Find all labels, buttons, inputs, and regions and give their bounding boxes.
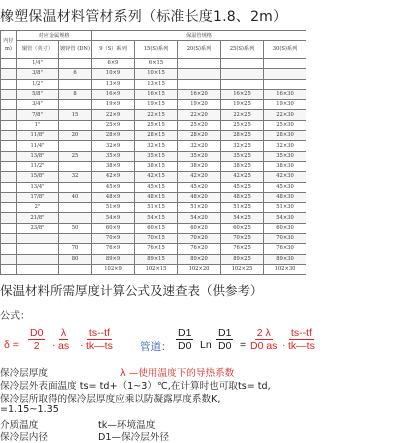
table-cell xyxy=(1,79,17,89)
table-cell: 17/8" xyxy=(17,192,59,202)
table-cell: 19×30 xyxy=(264,100,306,110)
frac-ts-tk-2 xyxy=(288,327,315,352)
frac-2lambda xyxy=(250,327,277,352)
table-cell xyxy=(1,59,17,69)
table-row xyxy=(1,89,307,99)
table-cell: 45×25 xyxy=(221,182,264,192)
table-cell: 5/8" xyxy=(17,89,59,99)
note-thickness: 保冷层厚度 xyxy=(0,368,48,379)
table-cell xyxy=(59,141,92,151)
table-cell: 45×20 xyxy=(178,182,221,192)
frac-den: 2 xyxy=(33,340,40,352)
frac-num: D1 xyxy=(178,327,192,339)
table-cell: 80 xyxy=(59,254,92,264)
frac-num: ts--tf xyxy=(88,327,110,339)
table-cell: 6 xyxy=(59,69,92,79)
table-cell: 3/4" xyxy=(17,100,59,110)
table-row xyxy=(1,69,307,79)
table-cell: 89×25 xyxy=(221,254,264,264)
table-cell: 28×20 xyxy=(178,131,221,141)
table-cell: 8 xyxy=(59,89,92,99)
table-cell: 22×30 xyxy=(264,110,306,120)
table-cell: 35×30 xyxy=(264,151,306,161)
table-cell xyxy=(1,254,17,264)
table-cell xyxy=(59,79,92,89)
col-inner-diameter: 内径 m) xyxy=(1,31,17,59)
table-row xyxy=(1,141,307,151)
table-cell: 16×20 xyxy=(178,89,221,99)
table-cell xyxy=(1,244,17,254)
table-cell: 1/2" xyxy=(17,79,59,89)
table-cell xyxy=(1,161,17,171)
table-cell: 15/8" xyxy=(17,172,59,182)
table-cell xyxy=(221,79,264,89)
note-line-4: =1.15~1.35 xyxy=(0,404,59,415)
note-ambient-temp: tk—环境温度 xyxy=(98,420,156,431)
table-cell xyxy=(264,79,306,89)
frac-lambda-as xyxy=(58,327,69,352)
table-cell: 13/8" xyxy=(17,151,59,161)
table-cell: 7/8" xyxy=(17,110,59,120)
note-line-6 xyxy=(0,429,170,443)
table-cell: 32×30 xyxy=(264,141,306,151)
pipe-spec-table-wrap xyxy=(0,30,306,275)
frac-ts-tk xyxy=(86,327,113,352)
table-row xyxy=(1,161,307,171)
table-row xyxy=(1,244,307,254)
table-cell: 2" xyxy=(17,203,59,213)
table-cell xyxy=(221,59,264,69)
table-cell: 89×15 xyxy=(135,254,178,264)
table-cell xyxy=(1,151,17,161)
table-cell: 16×15 xyxy=(135,89,178,99)
table-cell: 40 xyxy=(59,192,92,202)
frac-num: D0 xyxy=(30,327,44,339)
table-cell: 1" xyxy=(17,120,59,130)
table-cell: 60×30 xyxy=(264,223,306,233)
table-cell: 11/2" xyxy=(17,161,59,171)
table-cell xyxy=(59,120,92,130)
table-row xyxy=(1,151,307,161)
frac-d1-d0-a xyxy=(176,327,193,352)
table-cell xyxy=(1,110,17,120)
table-cell: 48×25 xyxy=(221,192,264,202)
table-cell: 15 xyxy=(59,110,92,120)
frac-num: 2 λ xyxy=(256,327,271,339)
col-s25: 25(S)系列 xyxy=(221,41,264,59)
table-cell: 16×9 xyxy=(92,89,135,99)
table-cell: 3/8" xyxy=(17,69,59,79)
note-line-3: 保冷层所取得的保冷层厚度应乘以防凝露厚度系数K, xyxy=(0,394,221,405)
table-cell: 102×25 xyxy=(221,264,264,274)
table-cell: 35×15 xyxy=(135,151,178,161)
col-copper: 铜管（英寸） xyxy=(17,41,59,59)
table-row xyxy=(1,79,307,89)
table-cell xyxy=(17,234,59,244)
frac-num: D1 xyxy=(218,327,232,339)
table-row xyxy=(1,234,307,244)
table-cell xyxy=(1,141,17,151)
table-cell: 48×20 xyxy=(178,192,221,202)
table-row xyxy=(1,120,307,130)
col-s15: 15(S)系列 xyxy=(135,41,178,59)
col-s9: 9（S）系列 xyxy=(92,41,135,59)
table-cell xyxy=(1,223,17,233)
table-cell: 76×20 xyxy=(178,244,221,254)
note-line-1 xyxy=(0,365,235,379)
table-cell: 25×25 xyxy=(221,120,264,130)
table-cell: 89×30 xyxy=(264,254,306,264)
note-line-2: 保冷层外表面温度 ts= td+（1~3）℃,在计算时也可取ts= td, xyxy=(0,381,271,392)
table-cell xyxy=(1,192,17,202)
table-cell xyxy=(17,264,59,274)
dot-1: · xyxy=(52,339,56,351)
table-cell xyxy=(1,213,17,223)
table-cell: 25×15 xyxy=(135,120,178,130)
table-cell xyxy=(1,264,17,274)
note-medium-temp: 介质温度 xyxy=(0,420,39,431)
pipe-label: 管道： xyxy=(140,341,172,353)
table-cell: 25×30 xyxy=(264,120,306,130)
table-cell: 48×9 xyxy=(92,192,135,202)
table-cell xyxy=(221,69,264,79)
table-cell: 38×20 xyxy=(178,161,221,171)
table-cell: 11/8" xyxy=(17,131,59,141)
table-cell: 42×30 xyxy=(264,172,306,182)
table-cell: 54×20 xyxy=(178,213,221,223)
table-cell: 25×9 xyxy=(92,120,135,130)
table-cell xyxy=(1,69,17,79)
table-cell: 19×9 xyxy=(92,100,135,110)
table-cell: 45×15 xyxy=(135,182,178,192)
table-cell xyxy=(17,244,59,254)
table-cell: 48×30 xyxy=(264,192,306,202)
table-cell: 22×25 xyxy=(221,110,264,120)
table-cell: 38×25 xyxy=(221,161,264,171)
table-cell: 16×30 xyxy=(264,89,306,99)
table-cell: 6×15 xyxy=(135,59,178,69)
table-cell xyxy=(59,213,92,223)
table-cell: 1/4" xyxy=(17,59,59,69)
section-title: 保温材料所需厚度计算公式及速查表（供参考） xyxy=(0,283,263,298)
table-cell: 51×30 xyxy=(264,203,306,213)
table-cell: 19×15 xyxy=(135,100,178,110)
table-cell: 76×25 xyxy=(221,244,264,254)
note-lambda: λ —使用温度下的导热系数 xyxy=(120,368,235,379)
frac-den: tk—ts xyxy=(288,340,315,352)
table-cell: 42×20 xyxy=(178,172,221,182)
table-cell: 89×9 xyxy=(92,254,135,264)
table-cell: 60×25 xyxy=(221,223,264,233)
frac-num: ts--tf xyxy=(290,327,312,339)
table-cell: 32×9 xyxy=(92,141,135,151)
table-cell: 89×20 xyxy=(178,254,221,264)
table-cell: 25 xyxy=(59,151,92,161)
table-cell: 70×20 xyxy=(178,234,221,244)
table-row xyxy=(1,203,307,213)
table-cell: 32 xyxy=(59,172,92,182)
table-cell: 48×15 xyxy=(135,192,178,202)
dot-3: · xyxy=(282,339,286,351)
table-cell: 38×15 xyxy=(135,161,178,171)
table-cell xyxy=(59,203,92,213)
table-cell: 35×25 xyxy=(221,151,264,161)
table-cell: 25×20 xyxy=(178,120,221,130)
table-cell: 6×9 xyxy=(92,59,135,69)
table-cell: 11/4" xyxy=(17,141,59,151)
col-galv: 镀锌管 (DN) xyxy=(59,41,92,59)
head-metal-spec: 对应金属规格 xyxy=(17,31,92,41)
table-cell: 42×9 xyxy=(92,172,135,182)
pipe-spec-body xyxy=(1,59,307,275)
frac-den: D0 xyxy=(178,340,192,352)
ln-label: Ln xyxy=(200,339,212,351)
frac-den: D0 as xyxy=(250,340,278,352)
table-cell: 13/4" xyxy=(17,182,59,192)
table-cell: 60×15 xyxy=(135,223,178,233)
table-cell: 22×9 xyxy=(92,110,135,120)
table-cell: 70×15 xyxy=(135,234,178,244)
equals-2: = xyxy=(240,339,247,351)
table-cell: 54×30 xyxy=(264,213,306,223)
table-row xyxy=(1,172,307,182)
table-cell: 102×15 xyxy=(135,264,178,274)
table-row xyxy=(1,213,307,223)
table-cell xyxy=(1,182,17,192)
table-cell: 28×9 xyxy=(92,131,135,141)
table-cell: 42×15 xyxy=(135,172,178,182)
table-row xyxy=(1,192,307,202)
table-cell: 35×9 xyxy=(92,151,135,161)
table-cell xyxy=(178,69,221,79)
table-cell: 13×15 xyxy=(135,79,178,89)
table-cell: 38×30 xyxy=(264,161,306,171)
frac-den: D0 xyxy=(218,340,232,352)
table-cell: 51×20 xyxy=(178,203,221,213)
table-cell xyxy=(264,69,306,79)
table-cell: 19×25 xyxy=(221,100,264,110)
table-cell xyxy=(1,120,17,130)
table-cell: 60×9 xyxy=(92,223,135,233)
table-cell xyxy=(59,59,92,69)
table-cell: 13×9 xyxy=(92,79,135,89)
table-cell: 76×30 xyxy=(264,244,306,254)
table-cell: 20 xyxy=(59,131,92,141)
table-cell: 45×9 xyxy=(92,182,135,192)
table-row xyxy=(1,264,307,274)
table-row xyxy=(1,110,307,120)
frac-d0-2 xyxy=(28,327,45,352)
table-cell: 76×9 xyxy=(92,244,135,254)
table-cell xyxy=(59,264,92,274)
table-cell: 76×15 xyxy=(135,244,178,254)
table-cell: 51×9 xyxy=(92,203,135,213)
col-s20: 20(S)系列 xyxy=(178,41,221,59)
table-cell xyxy=(59,182,92,192)
delta-equals: δ = xyxy=(4,339,19,351)
table-cell: 32×25 xyxy=(221,141,264,151)
table-cell: 21/8" xyxy=(17,213,59,223)
table-cell: 102×30 xyxy=(264,264,306,274)
table-cell xyxy=(1,203,17,213)
table-cell: 28×25 xyxy=(221,131,264,141)
table-cell xyxy=(264,59,306,69)
table-cell xyxy=(1,131,17,141)
pipe-spec-table xyxy=(0,30,306,275)
table-cell: 38×9 xyxy=(92,161,135,171)
table-cell: 54×25 xyxy=(221,213,264,223)
table-cell: 50 xyxy=(59,223,92,233)
table-row xyxy=(1,254,307,264)
table-cell: 35×20 xyxy=(178,151,221,161)
note-outer-d: D1—保冷层外径 xyxy=(98,432,170,443)
table-cell: 70×9 xyxy=(92,234,135,244)
head-insulation-spec: 保温管规格 xyxy=(92,31,306,41)
table-cell: 10×9 xyxy=(92,69,135,79)
table-cell: 22×20 xyxy=(178,110,221,120)
table-cell: 42×25 xyxy=(221,172,264,182)
table-row xyxy=(1,182,307,192)
table-cell xyxy=(1,89,17,99)
table-cell xyxy=(59,234,92,244)
table-row xyxy=(1,100,307,110)
table-cell: 70×30 xyxy=(264,234,306,244)
table-row xyxy=(1,223,307,233)
table-cell: 70 xyxy=(59,244,92,254)
col-s30: 30(S)系列 xyxy=(264,41,306,59)
table-cell: 54×9 xyxy=(92,213,135,223)
formula-label: 公式： xyxy=(0,311,30,322)
page-title: 橡塑保温材料管材系列（标准长度1.8、2m） xyxy=(0,9,288,25)
table-cell: 102×20 xyxy=(178,264,221,274)
table-cell: 102×9 xyxy=(92,264,135,274)
frac-d1-d0-b xyxy=(216,327,233,352)
table-cell: 28×30 xyxy=(264,131,306,141)
table-row xyxy=(1,131,307,141)
frac-num: λ xyxy=(60,327,67,339)
table-cell xyxy=(1,234,17,244)
table-cell xyxy=(178,79,221,89)
table-cell xyxy=(1,100,17,110)
table-cell: 70×25 xyxy=(221,234,264,244)
table-cell: 32×15 xyxy=(135,141,178,151)
table-cell xyxy=(17,254,59,264)
frac-den: as xyxy=(58,340,70,352)
table-cell: 19×20 xyxy=(178,100,221,110)
table-cell: 10×15 xyxy=(135,69,178,79)
table-cell: 23/8" xyxy=(17,223,59,233)
table-cell: 32×20 xyxy=(178,141,221,151)
table-cell xyxy=(178,59,221,69)
table-cell: 16×25 xyxy=(221,89,264,99)
table-cell: 22×15 xyxy=(135,110,178,120)
dot-2: · xyxy=(80,339,84,351)
table-cell: 60×20 xyxy=(178,223,221,233)
table-cell: 45×30 xyxy=(264,182,306,192)
table-cell xyxy=(59,161,92,171)
frac-den: tk—ts xyxy=(86,340,113,352)
table-cell: 54×15 xyxy=(135,213,178,223)
table-cell: 51×15 xyxy=(135,203,178,213)
table-row xyxy=(1,59,307,69)
table-cell: 51×25 xyxy=(221,203,264,213)
table-cell: 28×15 xyxy=(135,131,178,141)
table-cell xyxy=(59,100,92,110)
table-cell xyxy=(1,172,17,182)
note-inner-d: 保冷层内径 xyxy=(0,432,48,443)
